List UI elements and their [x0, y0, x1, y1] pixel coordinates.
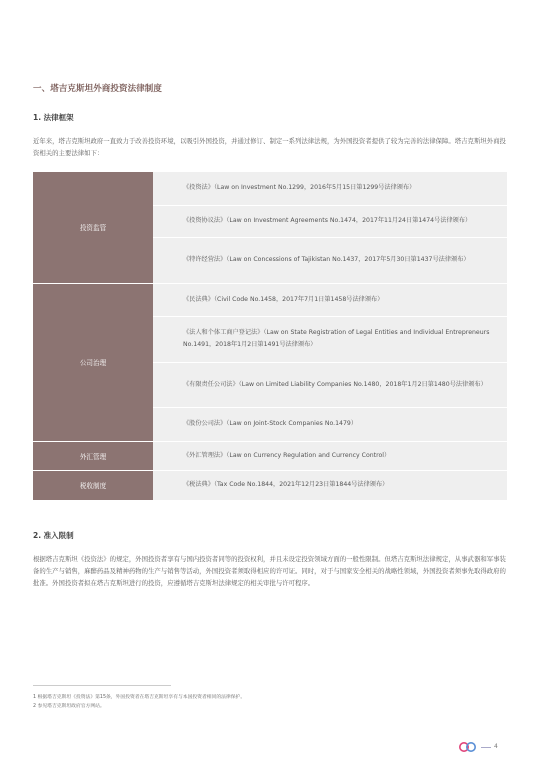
category-cell-governance: 公司治理: [33, 283, 153, 441]
law-cell: 《民法典》（Civil Code No.1458，2017年7月1日第1458号法律颁布）: [153, 283, 507, 316]
law-cell: 《股份公司法》（Law on Joint-Stock Companies No.1479）: [153, 407, 507, 441]
law-cell: 《有限责任公司法》（Law on Limited Liability Companies No.1480，2018年1月2日第1480号法律颁布）: [153, 362, 507, 407]
footnote: 2 参见塔吉克斯坦政府官方网站。: [33, 704, 105, 709]
page-number-line: [481, 747, 491, 748]
law-table-row: [33, 441, 507, 470]
legal-framework-paragraph: 近年来，塔吉克斯坦政府一直致力于改善投资环境，以吸引外国投资，并通过修订、制定一系列法律法规，为外国投资者提供了较为完善的法律保障。塔吉克斯坦外商投资相关的主要法律如下：: [33, 137, 506, 157]
category-cell-tax: 税收制度: [33, 470, 153, 500]
footnote-divider: [33, 685, 171, 686]
law-cell: 《投资法》（Law on Investment No.1299，2016年5月15日第1299号法律颁布）: [153, 172, 507, 205]
category-cell-investment: 投资监管: [33, 172, 153, 283]
footnote: 1 根据塔吉克斯坦《投资法》第15条，外国投资者在塔吉克斯坦享有与本国投资者相同的法律保护。: [33, 695, 246, 700]
law-cell: 《法人和个体工商户登记法》（Law on State Registration of Legal Entities and Individual Entrepreneurs No.1491，2018年1月2日第1491号法律颁布）: [153, 316, 507, 362]
subsection-heading-legal-framework: 1. 法律框架: [33, 113, 74, 122]
law-cell: 《投资协议法》（Law on Investment Agreements No.1474，2017年11月24日第1474号法律颁布）: [153, 205, 507, 237]
law-table: [33, 172, 507, 501]
law-table-row: [33, 172, 507, 205]
access-restrictions-paragraph: 根据塔吉克斯坦《投资法》的规定，外国投资者享有与国内投资者同等的投资权利，并且未设定投资领域方面的一般性限制。但塔吉克斯坦法律规定，从事武器和军事装备的生产与销售，麻醉药品及精神药物的生产与销售等活动，外国投资者须取得相应的许可证。同时，对于与国家安全相关的战略性领域，外国投资者须事先取得政府的批准。外国投资者拟在塔吉克斯坦进行的投资，应遵循塔吉克斯坦法律规定的相关审批与许可程序。: [33, 555, 506, 587]
law-cell: 《税法典》（Tax Code No.1844，2021年12月23日第1844号法律颁布）: [153, 470, 507, 500]
law-table-row: [33, 470, 507, 500]
category-cell-fx: 外汇管理: [33, 441, 153, 470]
subsection-heading-access-restrictions: 2. 准入限制: [33, 531, 74, 540]
brand-logo-icon: [458, 741, 478, 753]
page-number: 4: [494, 743, 498, 750]
law-table-row: [33, 283, 507, 316]
section-heading: 一、塔吉克斯坦外商投资法律制度: [33, 84, 163, 94]
law-cell: 《外汇管理法》（Law on Currency Regulation and Currency Control）: [153, 441, 507, 470]
law-cell: 《特许经营法》（Law on Concessions of Tajikistan No.1437，2017年5月30日第1437号法律颁布）: [153, 237, 507, 283]
